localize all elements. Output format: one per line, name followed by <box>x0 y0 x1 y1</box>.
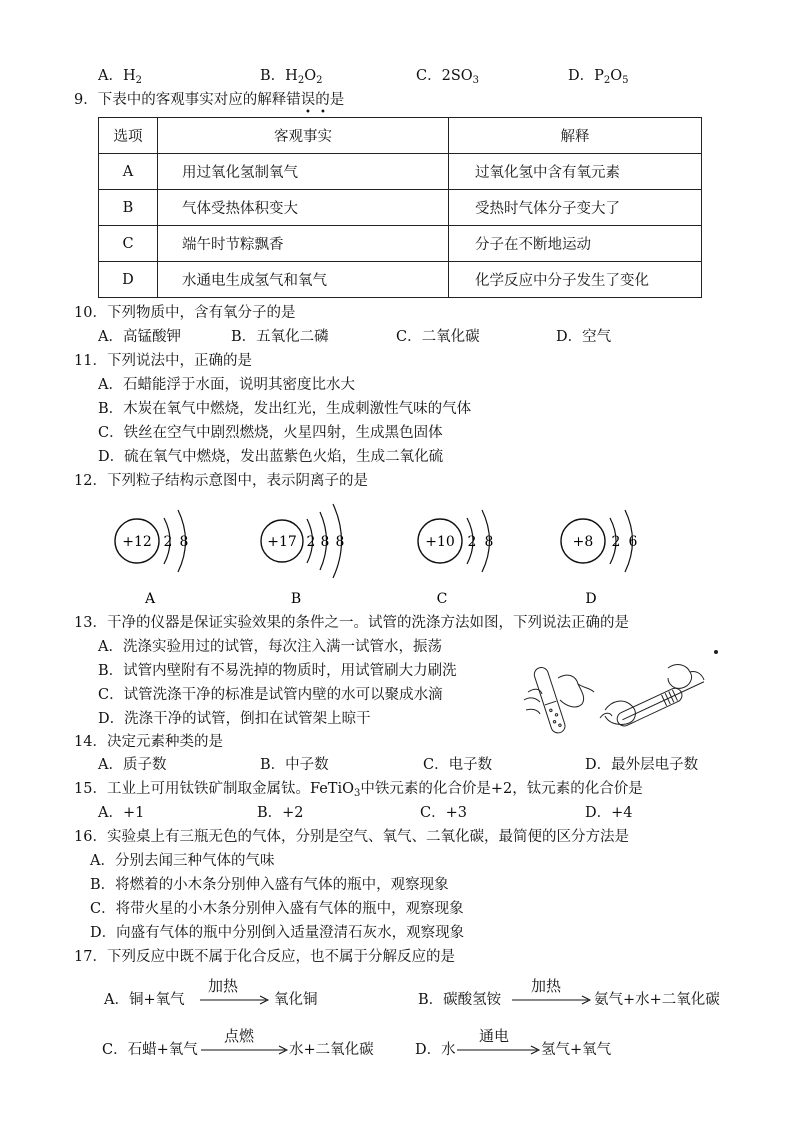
q14-option-d: D．最外层电子数 <box>585 757 699 773</box>
reaction-b-condition: 加热 <box>531 977 562 995</box>
shell-electrons: 8 <box>335 534 345 550</box>
q13-option-b: B．试管内壁附有不易洗掉的物质时，用试管刷大力刷洗 <box>98 663 457 679</box>
q13-option-c: C．试管洗涤干净的标准是试管内壁的水可以聚成水滴 <box>98 687 443 703</box>
q10-option-c: C．二氧化碳 <box>396 329 480 345</box>
table-header-cell: 客观事实 <box>158 118 449 154</box>
shell-electrons: 2 <box>467 534 477 550</box>
q8-option-a: A．$H_2$ <box>98 68 143 86</box>
emphasis-dot-2: • <box>320 107 326 118</box>
reaction-c-arrow <box>201 1045 289 1055</box>
diagram-label: C <box>436 591 448 607</box>
q14-option-a: A．质子数 <box>98 757 167 773</box>
q14-option-c: C．电子数 <box>423 757 493 773</box>
reaction-b-arrow <box>512 995 592 1005</box>
q13-option-a: A．洗涤实验用过的试管，每次注入满一试管水，振荡 <box>98 639 442 655</box>
q15-stem: 15．工业上可用钛铁矿制取金属钛。FeTiO$_3$中铁元素的化合价是+2，钛元素的化合价是 <box>74 781 643 799</box>
q11-option-d: D．硫在氧气中燃烧，发出蓝紫色火焰，生成二氧化硫 <box>98 449 444 465</box>
emphasis-dot-1: • <box>305 107 311 118</box>
q10-stem: 10．下列物质中，含有氧分子的是 <box>74 305 296 321</box>
q14-options <box>98 755 718 775</box>
table-header-cell: 选项 <box>99 118 158 154</box>
reaction-c-reactants: C．石蜡+氧气 <box>102 1042 198 1058</box>
q8-option-d: D．$P_2O_5$ <box>568 68 629 86</box>
table-cell: 分子在不断地运动 <box>449 226 702 262</box>
reaction-b-reactants: B．碳酸氢铵 <box>418 992 502 1008</box>
q9-stem: 9．下表中的客观事实对应的解释错误的是 <box>74 92 345 108</box>
table-cell: 水通电生成氢气和氧气 <box>158 262 449 298</box>
q15-option-d: D．+4 <box>585 805 633 821</box>
reaction-d-products: 氢气+氧气 <box>541 1042 612 1058</box>
q15-options <box>98 803 718 823</box>
reaction-a-arrow <box>200 995 270 1005</box>
q11-option-c: C．铁丝在空气中剧烈燃烧，火星四射，生成黑色固体 <box>98 425 443 441</box>
q8-options <box>98 66 698 86</box>
q15-option-c: C．+3 <box>420 805 467 821</box>
nucleus-label: +17 <box>267 534 297 550</box>
q10-option-b: B．五氧化二磷 <box>231 329 329 345</box>
q14-option-b: B．中子数 <box>260 757 329 773</box>
shell-electrons: 2 <box>611 534 621 550</box>
q8-option-b: B．$H_2O_2$ <box>260 68 323 86</box>
q17-stem: 17．下列反应中既不属于化合反应，也不属于分解反应的是 <box>74 949 455 965</box>
q8-option-c: C．$2SO_3$ <box>416 68 480 86</box>
nucleus-label: +8 <box>572 534 594 550</box>
q11-stem: 11．下列说法中，正确的是 <box>74 353 252 369</box>
reaction-d-reactants: D．水 <box>415 1042 456 1058</box>
q16-option-c: C．将带火星的小木条分别伸入盛有气体的瓶中，观察现象 <box>90 901 464 917</box>
diagram-label: A <box>144 591 156 607</box>
q16-option-b: B．将燃着的小木条分别伸入盛有气体的瓶中，观察现象 <box>90 877 449 893</box>
q14-stem: 14．决定元素种类的是 <box>74 734 223 750</box>
table-row <box>99 226 702 262</box>
atom-diagram-d <box>561 510 638 607</box>
shell-electrons: 8 <box>484 534 494 550</box>
q16-stem: 16．实验桌上有三瓶无色的气体，分别是空气、氧气、二氧化碳，最简便的区分方法是 <box>74 829 629 845</box>
q11-option-b: B．木炭在氧气中燃烧，发出红光，生成刺激性气味的气体 <box>98 401 472 417</box>
table-cell: D <box>99 262 158 298</box>
atom-diagram-b <box>261 504 344 607</box>
q10-options <box>98 327 698 347</box>
shell-electrons: 8 <box>320 534 330 550</box>
shell-electrons: 2 <box>163 534 173 550</box>
table-cell: 化学反应中分子发生了变化 <box>449 262 702 298</box>
table-cell: A <box>99 154 158 190</box>
nucleus-label: +10 <box>425 534 455 550</box>
reaction-a-products: 氧化铜 <box>274 992 318 1008</box>
shell-electrons: 6 <box>628 534 638 550</box>
diagram-label: B <box>290 591 302 607</box>
q12-stem: 12．下列粒子结构示意图中，表示阴离子的是 <box>74 473 368 489</box>
table-header-cell: 解释 <box>449 118 702 154</box>
reaction-c-products: 水+二氧化碳 <box>289 1042 374 1058</box>
q16-option-d: D．向盛有气体的瓶中分别倒入适量澄清石灰水，观察现象 <box>90 925 465 941</box>
q15-option-a: A．+1 <box>98 805 145 821</box>
q10-option-a: A．高锰酸钾 <box>98 329 181 345</box>
table-cell: 用过氧化氢制氧气 <box>158 154 449 190</box>
reaction-c-condition: 点燃 <box>224 1027 255 1045</box>
table-cell: C <box>99 226 158 262</box>
table-cell: 端午时节粽飘香 <box>158 226 449 262</box>
reaction-a-condition: 加热 <box>208 977 239 995</box>
atom-diagram-a <box>115 510 188 607</box>
table-cell: B <box>99 190 158 226</box>
q15-option-b: B．+2 <box>257 805 304 821</box>
table-row <box>99 190 702 226</box>
q16-option-a: A．分别去闻三种气体的气味 <box>90 853 275 869</box>
q13-option-d: D．洗涤干净的试管，倒扣在试管架上晾干 <box>98 711 371 727</box>
test-tube-washing-illustration <box>520 648 720 748</box>
q9-table <box>98 117 702 298</box>
atomic-structure-diagrams <box>0 490 794 610</box>
table-cell: 过氧化氢中含有氧元素 <box>449 154 702 190</box>
shell-electrons: 8 <box>179 534 189 550</box>
reaction-a-reactants: A．铜+氧气 <box>104 992 185 1008</box>
reaction-d-condition: 通电 <box>479 1027 510 1045</box>
table-row <box>99 154 702 190</box>
nucleus-label: +12 <box>122 534 152 550</box>
q11-option-a: A．石蜡能浮于水面，说明其密度比水大 <box>98 377 355 393</box>
table-header-row <box>99 118 702 154</box>
q10-option-d: D．空气 <box>556 329 612 345</box>
reaction-d-arrow <box>457 1045 541 1055</box>
q13-stem: 13．干净的仪器是保证实验效果的条件之一。试管的洗涤方法如图，下列说法正确的是 <box>74 615 629 631</box>
table-cell: 气体受热体积变大 <box>158 190 449 226</box>
table-row <box>99 262 702 298</box>
atom-diagram-c <box>418 510 493 607</box>
shell-electrons: 2 <box>306 534 316 550</box>
reaction-b-products: 氨气+水+二氧化碳 <box>594 992 720 1008</box>
table-cell: 受热时气体分子变大了 <box>449 190 702 226</box>
diagram-label: D <box>585 591 597 607</box>
